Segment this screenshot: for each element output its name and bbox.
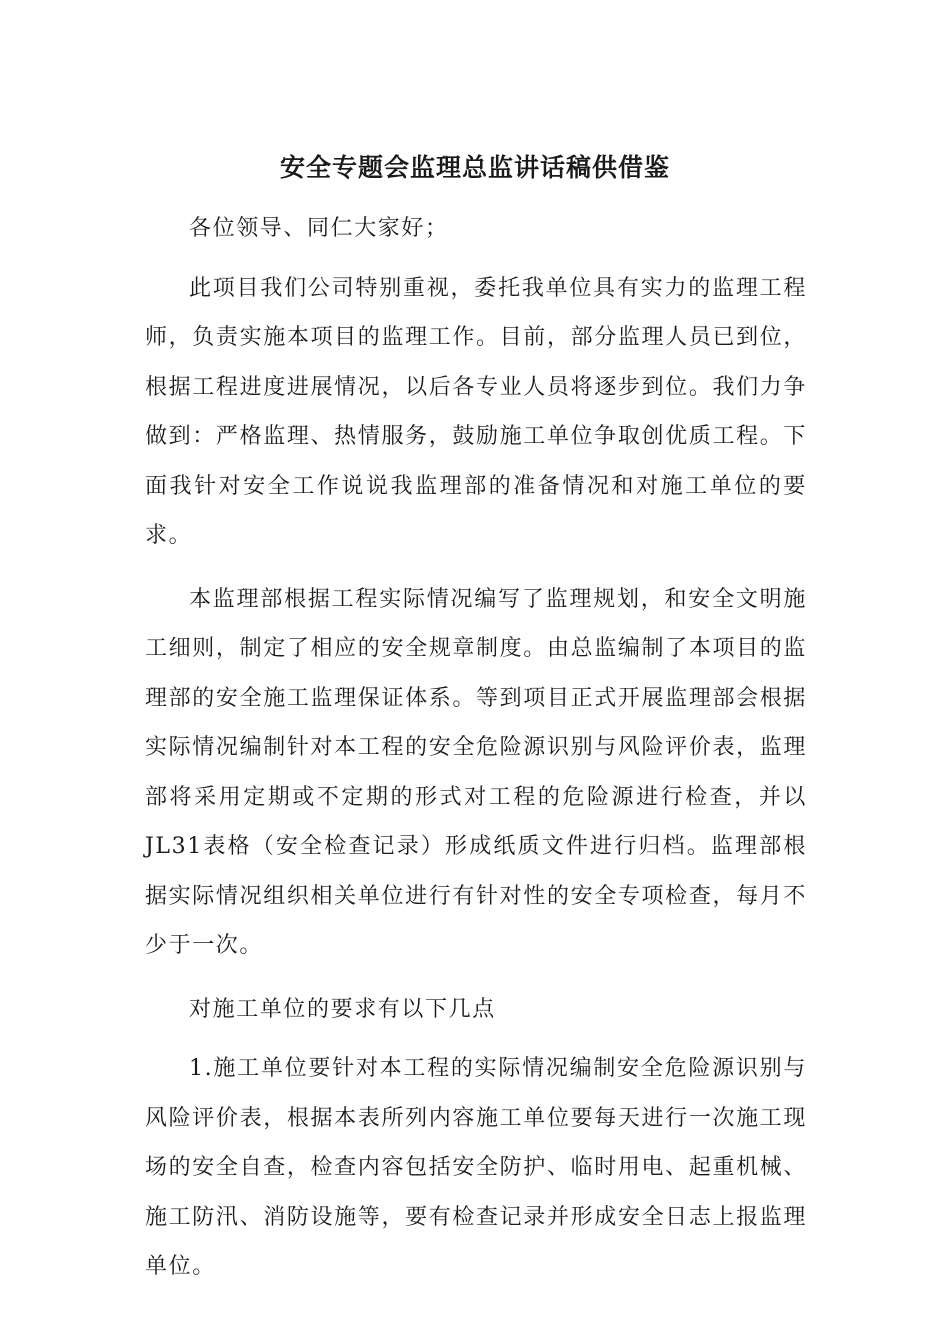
greeting-paragraph: 各位领导、同仁大家好；: [189, 216, 449, 241]
requirement-item-1: 1.施工单位要针对本工程的实际情况编制安全危险源识别与风险评价表，根据本表所列内容施工单位要每天进行一次施工现场的安全自查，检查内容包括安全防护、临时用电、起重机械、施工防汛、消防设施等，要有检查记录并形成安全日志上报监理单位。: [145, 1056, 807, 1279]
intro-paragraph: 此项目我们公司特别重视，委托我单位具有实力的监理工程师，负责实施本项目的监理工作。目前，部分监理人员已到位，根据工程进度进展情况，以后各专业人员将逐步到位。我们力争做到：严格监理、热情服务，鼓励施工单位争取创优质工程。下面我针对安全工作说说我监理部的准备情况和对施工单位的要求。: [145, 275, 807, 548]
preparation-paragraph: 本监理部根据工程实际情况编写了监理规划，和安全文明施工细则，制定了相应的安全规章制度。由总监编制了本项目的监理部的安全施工监理保证体系。等到项目正式开展监理部会根据实际情况编制针对本工程的安全危险源识别与风险评价表，监理部将采用定期或不定期的形式对工程的危险源进行检查，并以JL31表格（安全检查记录）形成纸质文件进行归档。监理部根据实际情况组织相关单位进行有针对性的安全专项检查，每月不少于一次。: [145, 586, 807, 958]
document-title: 安全专题会监理总监讲话稿供借鉴: [279, 153, 670, 182]
document-body: [145, 204, 807, 1306]
requirements-heading-paragraph: 对施工单位的要求有以下几点: [189, 996, 496, 1022]
